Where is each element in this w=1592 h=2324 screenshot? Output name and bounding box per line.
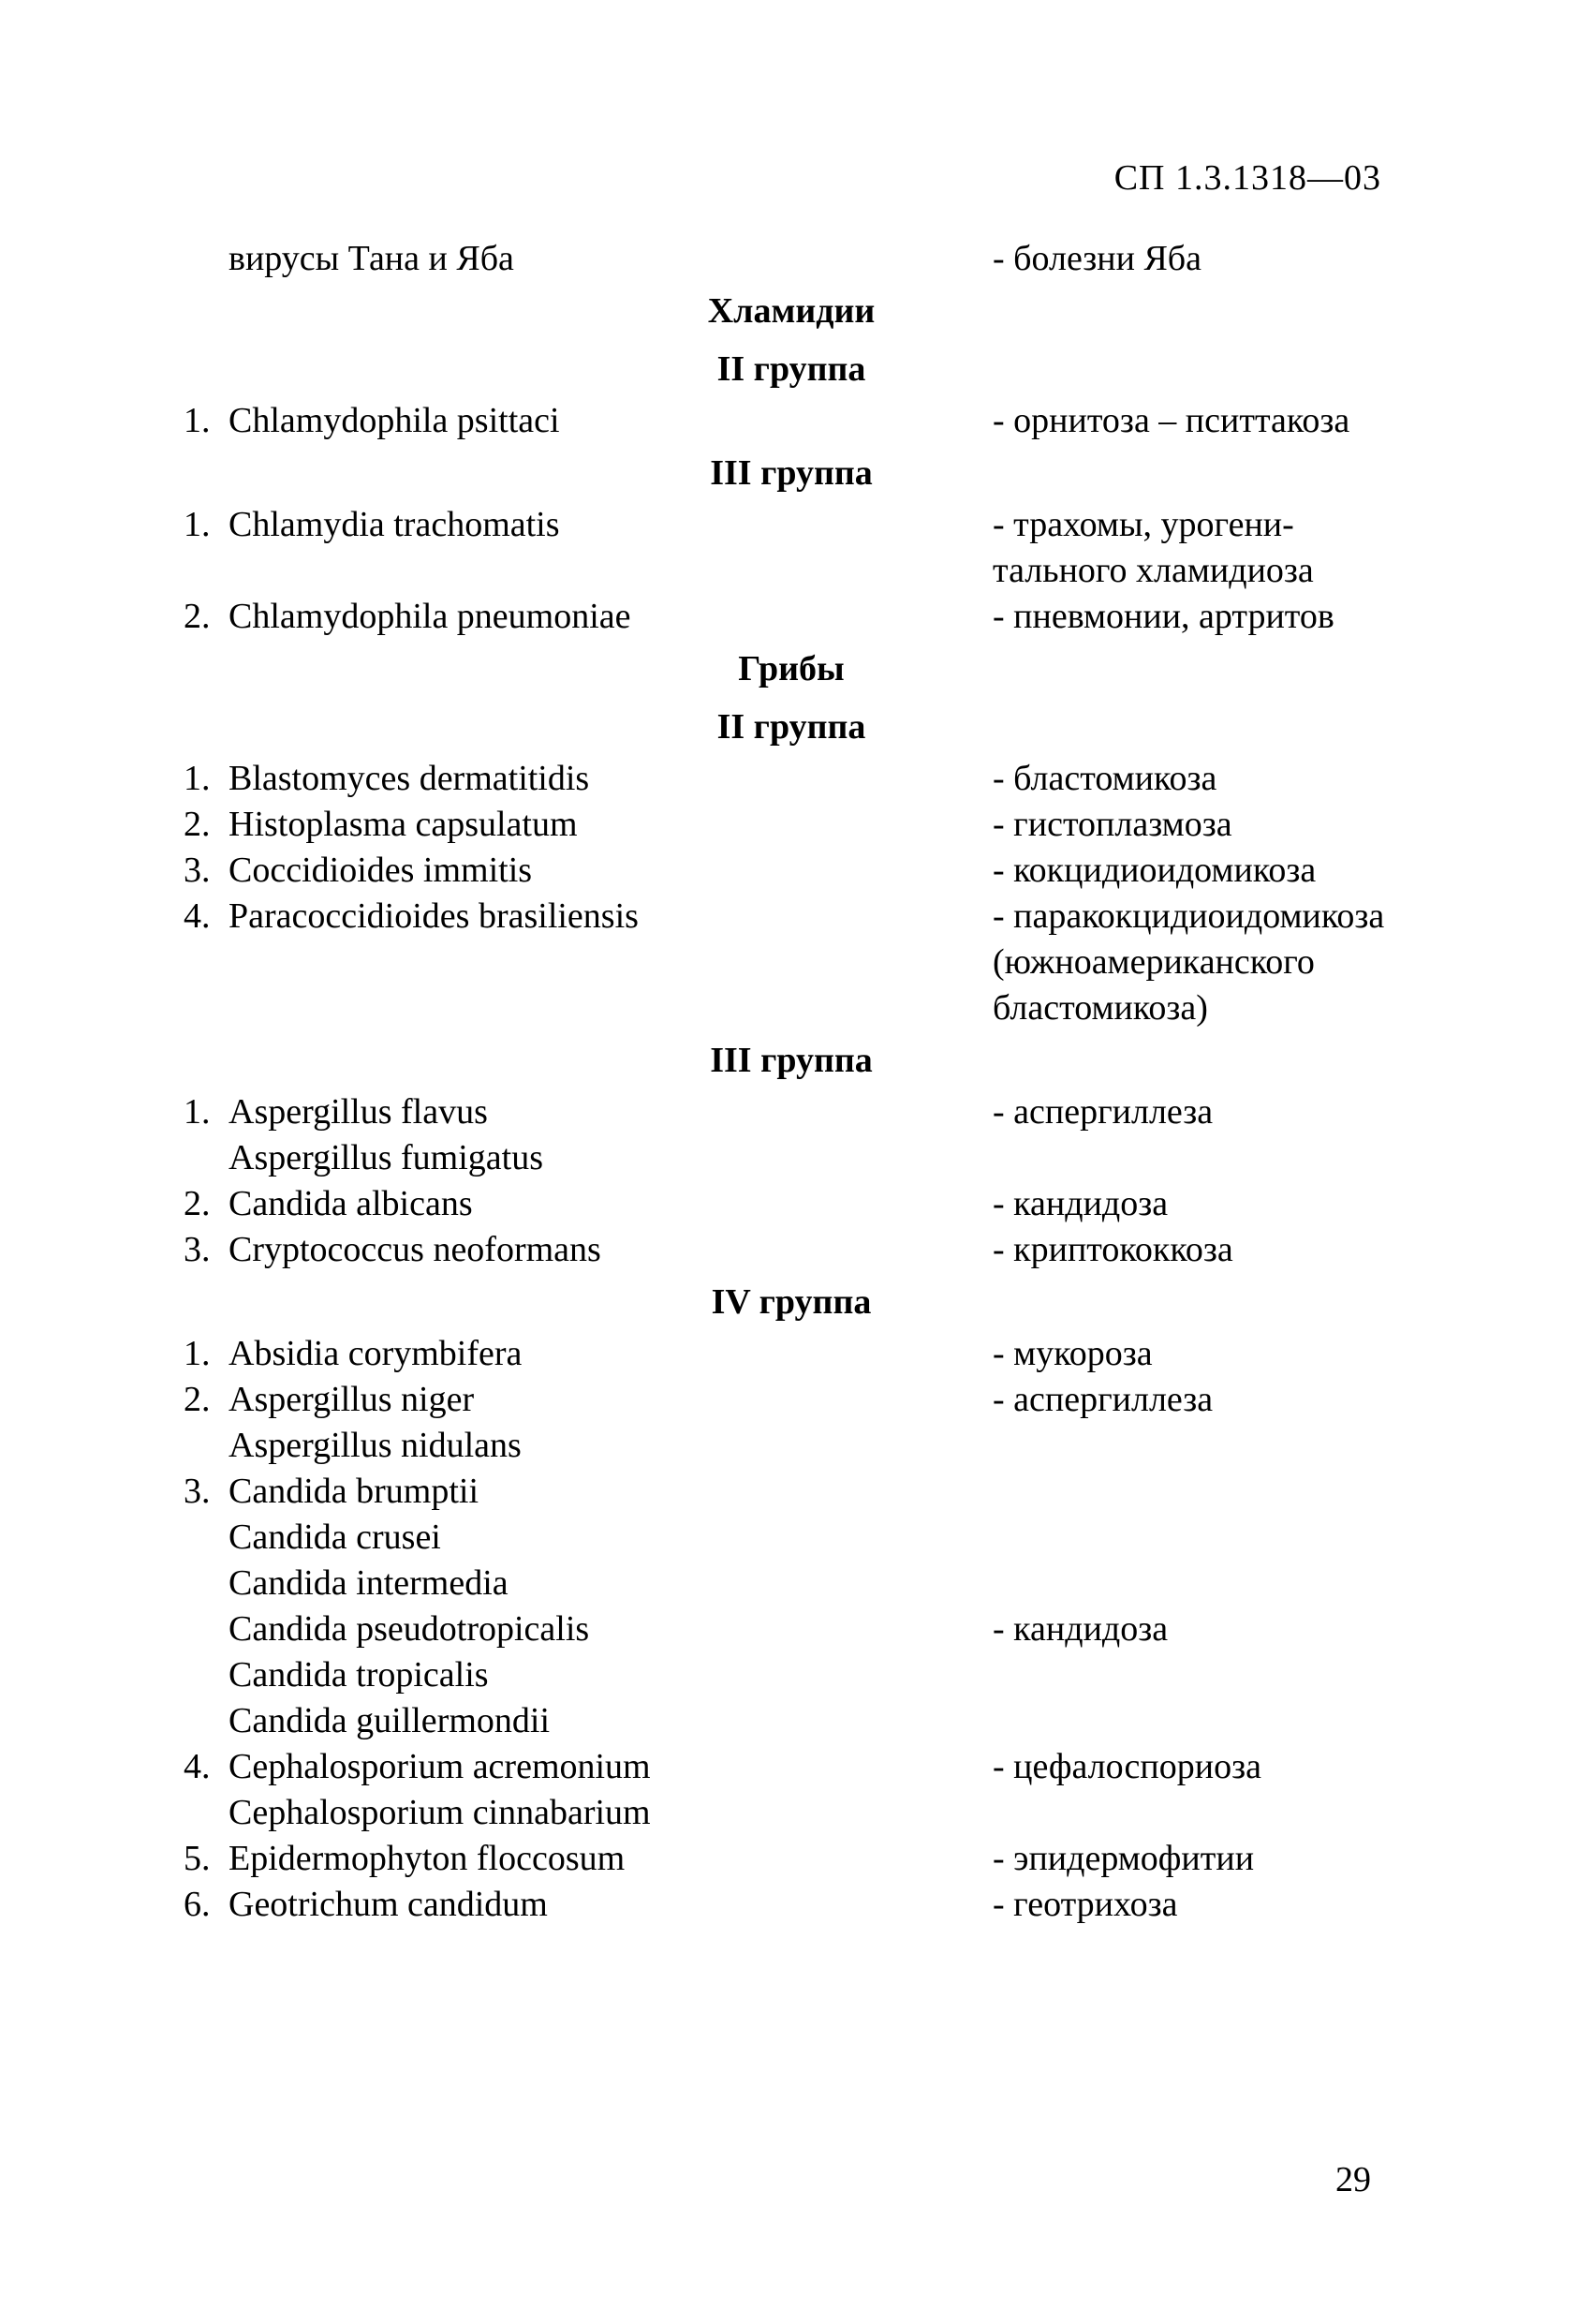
item-number: 3.: [184, 851, 211, 890]
disease-name: - гистоплазмоза: [993, 805, 1232, 844]
list-item: [0, 1515, 1592, 1561]
organism-name: Cephalosporium cinnabarium: [228, 1793, 651, 1832]
item-number: 1.: [184, 1092, 211, 1132]
disease-name: - пневмонии, артритов: [993, 597, 1334, 636]
disease-name: - кокцидиоидомикоза: [993, 851, 1317, 890]
organism-name: Aspergillus flavus: [228, 1092, 488, 1132]
disease-name: - трахомы, урогени-: [993, 505, 1294, 544]
item-number: 2.: [184, 1184, 211, 1223]
list-item: [0, 1227, 1592, 1273]
list-item: [0, 594, 1592, 640]
list-item: [0, 1469, 1592, 1515]
organism-name: Cryptococcus neoformans: [228, 1230, 601, 1269]
item-number: 1.: [184, 401, 211, 440]
item-number: 1.: [184, 759, 211, 798]
organism-name: Chlamydia trachomatis: [228, 505, 560, 544]
organism-name: Paracoccidioides brasiliensis: [228, 896, 639, 936]
item-number: 2.: [184, 597, 211, 636]
group-heading: Хламидии: [707, 291, 876, 331]
item-number: 3.: [184, 1230, 211, 1269]
organism-name: Candida brumptii: [228, 1472, 479, 1511]
list-item: [0, 236, 1592, 282]
group-heading: Грибы: [738, 649, 845, 688]
disease-name: - эпидермофитии: [993, 1839, 1255, 1878]
item-number: 4.: [184, 896, 211, 936]
organism-name: Aspergillus niger: [228, 1380, 475, 1419]
list-item: [0, 1331, 1592, 1377]
organism-name: Coccidioides immitis: [228, 851, 533, 890]
list-item: [0, 1652, 1592, 1698]
disease-name: - болезни Яба: [993, 239, 1202, 278]
list-item: [0, 985, 1592, 1031]
list-item: [0, 1089, 1592, 1135]
organism-name: Aspergillus fumigatus: [228, 1138, 544, 1177]
organism-name: вирусы Тана и Яба: [228, 239, 514, 278]
disease-name: - кандидоза: [993, 1609, 1169, 1649]
organism-name: Candida crusei: [228, 1517, 441, 1557]
list-item: [0, 548, 1592, 594]
list-item: [0, 894, 1592, 940]
organism-name: Geotrichum candidum: [228, 1885, 548, 1924]
disease-name: - цефалоспориоза: [993, 1747, 1261, 1786]
list-item: [0, 1606, 1592, 1652]
list-item: [0, 1135, 1592, 1181]
group-heading: II группа: [716, 707, 866, 747]
list-item: [0, 398, 1592, 444]
disease-name: бластомикоза): [993, 988, 1208, 1028]
disease-name: - геотрихоза: [993, 1885, 1178, 1924]
item-number: 6.: [184, 1885, 211, 1924]
disease-name: - орнитоза – пситтакоза: [993, 401, 1350, 440]
list-item: [0, 940, 1592, 985]
item-number: 3.: [184, 1472, 211, 1511]
disease-name: - паракокцидиоидомикоза: [993, 896, 1385, 936]
document-code-header: СП 1.3.1318—03: [1113, 158, 1381, 198]
list-item: [0, 1836, 1592, 1882]
item-number: 1.: [184, 505, 211, 544]
organism-name: Chlamydophila psittaci: [228, 401, 560, 440]
organism-name: Chlamydophila pneumoniae: [228, 597, 631, 636]
list-item: [0, 1882, 1592, 1928]
list-item: [0, 1423, 1592, 1469]
item-number: 4.: [184, 1747, 211, 1786]
group-heading: II группа: [716, 349, 866, 389]
list-item: [0, 848, 1592, 894]
group-heading: IV группа: [711, 1282, 872, 1322]
organism-name: Histoplasma capsulatum: [228, 805, 578, 844]
list-item: [0, 1744, 1592, 1790]
list-item: [0, 1181, 1592, 1227]
organism-name: Aspergillus nidulans: [228, 1426, 522, 1465]
disease-name: - бластомикоза: [993, 759, 1217, 798]
list-item: [0, 756, 1592, 802]
organism-name: Candida albicans: [228, 1184, 473, 1223]
disease-name: (южноамериканского: [993, 942, 1315, 982]
item-number: 2.: [184, 805, 211, 844]
organism-name: Candida pseudotropicalis: [228, 1609, 590, 1649]
disease-name: - мукороза: [993, 1334, 1153, 1373]
list-item: [0, 1698, 1592, 1744]
organism-name: Candida guillermondii: [228, 1701, 551, 1740]
organism-name: Cephalosporium acremonium: [228, 1747, 651, 1786]
item-number: 1.: [184, 1334, 211, 1373]
disease-name: - криптококкоза: [993, 1230, 1233, 1269]
group-heading: III группа: [710, 1041, 873, 1080]
organism-name: Epidermophyton floccosum: [228, 1839, 626, 1878]
item-number: 2.: [184, 1380, 211, 1419]
list-item: [0, 502, 1592, 548]
list-item: [0, 1561, 1592, 1606]
list-item: [0, 1377, 1592, 1423]
group-heading: III группа: [710, 453, 873, 493]
organism-name: Candida intermedia: [228, 1563, 509, 1603]
organism-name: Absidia corymbifera: [228, 1334, 523, 1373]
page-number: 29: [1335, 2160, 1371, 2199]
item-number: 5.: [184, 1839, 211, 1878]
organism-name: Blastomyces dermatitidis: [228, 759, 590, 798]
list-item: [0, 802, 1592, 848]
disease-name: тального хламидиоза: [993, 551, 1314, 590]
disease-name: - аспергиллеза: [993, 1380, 1214, 1419]
list-item: [0, 1790, 1592, 1836]
organism-name: Candida tropicalis: [228, 1655, 489, 1695]
pathogen-list: [0, 236, 1592, 1928]
disease-name: - кандидоза: [993, 1184, 1169, 1223]
disease-name: - аспергиллеза: [993, 1092, 1214, 1132]
